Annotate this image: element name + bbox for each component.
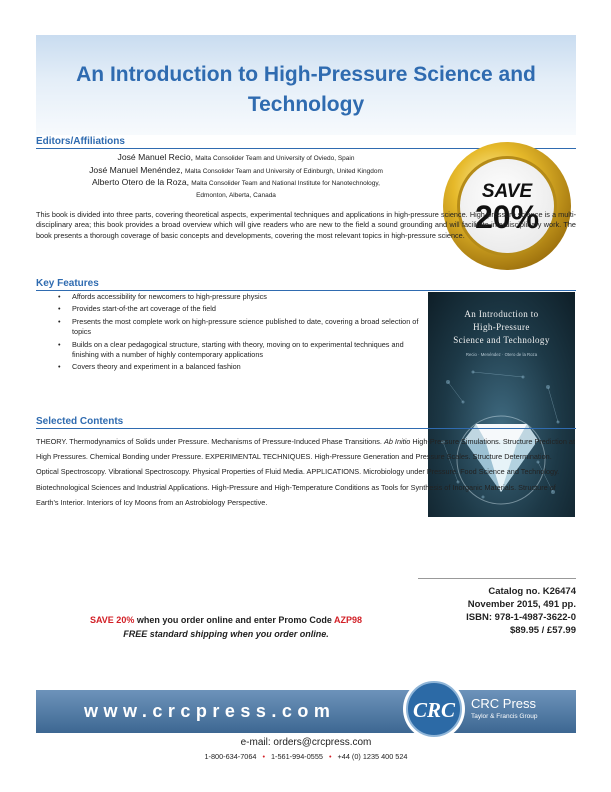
promo-save: SAVE 20% (89, 615, 135, 625)
catalog-date: November 2015, 491 pp. (467, 599, 576, 610)
phone-number: 1-561-994-0555 (271, 752, 323, 761)
crc-logo-text: CRC (412, 698, 456, 722)
editor-affiliation-cont: Edmonton, Alberta, Canada (196, 191, 276, 199)
book-cover-title-line: High-Pressure (473, 322, 530, 332)
catalog-number: Catalog no. K26474 (488, 586, 576, 597)
page-title: An Introduction to High-Pressure Science and Technology (76, 63, 536, 116)
editor-name: Alberto Otero de la Roza, (92, 177, 189, 187)
editor-name: José Manuel Recio, (117, 152, 194, 162)
section-heading-editors: Editors/Affiliations (36, 136, 576, 149)
seal-save-text: SAVE (481, 181, 533, 202)
promo-line (36, 613, 416, 627)
feature-item: • Builds on a clear pedagogical structure, starting with theory, moving on to experimental techniques and finishing with a number of highly contemporary applications (36, 340, 421, 361)
book-cover-authors: Recio · Menéndez · Otero de la Roza (465, 352, 538, 357)
contents-part: High-Pressure Simulations. Structure Prediction at High Pressures. Chemical Bonding under Pressure. EXPERIMENTAL TECHNIQUES. High-Pressure Generation and Pressure Scales. Structure Determination. Optical Spectroscopy. Vibrational Spectroscopy. Physical Properties of Fluid Media. APPLICATIONS. Microbiology under Pressure. Food Science and Technology. Biotechnological Sciences and Industrial Applications. High-Pressure and High-Temperature Conditions as Tools for Synthesis of Inorganic Materials. Structure of Earth's Interior. Interiors of Icy Moons from an Astrobiology Perspective. (36, 437, 576, 507)
feature-item: • Presents the most complete work on high-pressure science published to date, covering a broad selection of topics (36, 317, 421, 338)
catalog-divider (418, 578, 576, 579)
footer-bar (36, 690, 576, 733)
catalog-isbn: ISBN: 978-1-4987-3622-0 (466, 612, 576, 623)
editor-entry (36, 152, 436, 165)
save-20-percent-seal (441, 140, 573, 272)
editor-entry (36, 177, 436, 190)
website-link[interactable]: www.crcpress.com (84, 701, 336, 721)
contact-phones (36, 752, 576, 761)
feature-item: • Covers theory and experiment in a balanced fashion (36, 362, 421, 372)
catalog-info (418, 585, 576, 637)
book-description: This book is divided into three parts, covering theoretical aspects, experimental techniques and applications in high-pressure science. High-pressure science is a multi-disciplinary area; this book provides a broad overview which will give readers who are new to the field a sound grounding and will facilitate interdisciplinary work. The book presents a thorough coverage of basic concepts and developments, covering the most relevant topics in high-pressure science. (36, 210, 576, 240)
feature-item: • Affords accessibility for newcomers to high-pressure physics (36, 292, 421, 302)
contents-part: THEORY. Thermodynamics of Solids under Pressure. Mechanisms of Pressure-Induced Phase Transitions. (36, 437, 382, 446)
promo-code: AZP98 (334, 615, 363, 625)
publisher-group: Taylor & Francis Group (471, 713, 538, 720)
editor-name: José Manuel Menéndez, (89, 164, 183, 175)
promo-block (36, 613, 416, 641)
selected-contents-text (36, 434, 576, 510)
separator-dot: • (262, 752, 265, 761)
email-link[interactable]: orders@crcpress.com (273, 737, 372, 748)
catalog-price: $89.95 / £57.99 (509, 625, 576, 636)
separator-dot: • (328, 752, 332, 761)
phone-number: +44 (0) 1235 400 524 (337, 752, 408, 761)
email-label: e-mail: (240, 737, 274, 748)
contact-email (36, 737, 576, 748)
editor-affiliation: Malta Consolider Team and University of Oviedo, Spain (195, 155, 355, 162)
seal-percent-text: 20% (474, 199, 540, 235)
promo-shipping: FREE standard shipping when you order online. (123, 629, 329, 639)
book-cover-title-line: An Introduction to (464, 309, 539, 319)
section-heading-features: Key Features (36, 278, 576, 291)
editor-entry (36, 165, 436, 178)
publisher-name: CRC Press (471, 696, 537, 711)
phone-number: 1-800-634-7064 (204, 752, 257, 761)
crc-logo-icon (401, 676, 467, 742)
features-list (36, 292, 421, 375)
section-heading-contents: Selected Contents (36, 416, 576, 429)
editor-affiliation: Malta Consolider Team and University of Edinburgh, United Kingdom (185, 167, 383, 175)
editors-list (36, 152, 436, 201)
book-cover-title (440, 308, 563, 347)
book-cover-title-line: Science and Technology (453, 335, 550, 345)
promo-text: when you order online and enter Promo Code (134, 615, 335, 625)
feature-item: • Provides start-of-the art coverage of the field (36, 304, 421, 314)
editor-affiliation: Malta Consolider Team and National Institute for Nanotechnology, (191, 180, 380, 187)
contents-italic: Ab Initio (383, 437, 411, 446)
